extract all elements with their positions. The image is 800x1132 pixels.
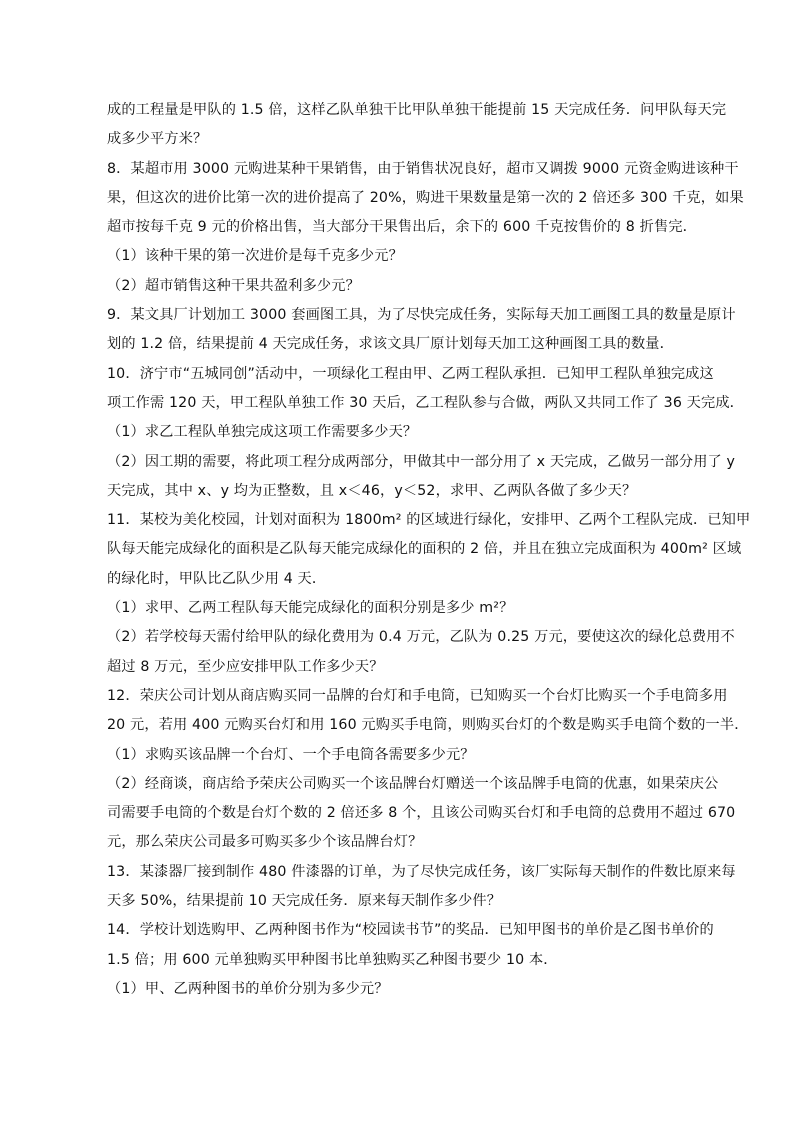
problem-12-line: 12．荣庆公司计划从商店购买同一品牌的台灯和手电筒，已知购买一个台灯比购买一个手电筒多用 <box>107 687 728 704</box>
sub-question: （2）因工期的需要，将此项工程分成两部分，甲做其中一部分用了 x 天完成，乙做另一部分用了 y <box>107 453 736 470</box>
text-line: 天完成，其中 x、y 均为正整数，且 x＜46，y＜52，求甲、乙两队各做了多少天？ <box>107 482 637 499</box>
sub-question: （2）经商谈，商店给予荣庆公司购买一个该品牌台灯赠送一个该品牌手电筒的优惠，如果荣庆公 <box>107 775 719 792</box>
text-line: 果，但这次的进价比第一次的进价提高了 20%，购进干果数量是第一次的 2 倍还多 300 千克，如果 <box>107 189 744 206</box>
text-line: 超市按每千克 9 元的价格出售，当大部分干果售出后，余下的 600 千克按售价的 8 折售完． <box>107 219 697 236</box>
problem-11-line: 11．某校为美化校园，计划对面积为 1800m² 的区域进行绿化，安排甲、乙两个工程队完成．已知甲 <box>107 512 751 529</box>
problem-9-line: 9．某文具厂计划加工 3000 套画图工具，为了尽快完成任务，实际每天加工画图工具的数量是原计 <box>107 307 736 324</box>
text-line: 20 元，若用 400 元购买台灯和用 160 元购买手电筒，则购买台灯的个数是购买手电筒个数的一半． <box>107 717 749 734</box>
text-line: 天多 50%，结果提前 10 天完成任务．原来每天制作多少件？ <box>107 893 502 910</box>
sub-question: （2）若学校每天需付给甲队的绿化费用为 0.4 万元，乙队为 0.25 万元，要使这次的绿化总费用不 <box>107 629 735 646</box>
text-line: 划的 1.2 倍，结果提前 4 天完成任务，求该文具厂原计划每天加工这种画图工具的数量． <box>107 336 674 353</box>
text-line: 成多少平方米？ <box>107 131 208 148</box>
problem-14-line: 14．学校计划选购甲、乙两种图书作为“校园读书节”的奖品．已知甲图书的单价是乙图书单价的 <box>107 922 714 939</box>
text-line: 元，那么荣庆公司最多可购买多少个该品牌台灯？ <box>107 834 423 851</box>
sub-question: （1）甲、乙两种图书的单价分别为多少元？ <box>107 980 389 997</box>
text-line: 1.5 倍；用 600 元单独购买甲种图书比单独购买乙种图书要少 10 本． <box>107 951 558 968</box>
text-line: 的绿化时，甲队比乙队少用 4 天． <box>107 570 327 587</box>
problem-13-line: 13．某漆器厂接到制作 480 件漆器的订单，为了尽快完成任务，该厂实际每天制作的件数比原来每 <box>107 863 736 880</box>
sub-question: （1）求乙工程队单独完成这项工作需要多少天？ <box>107 424 418 441</box>
text-line: 队每天能完成绿化的面积是乙队每天能完成绿化的面积的 2 倍，并且在独立完成面积为 400m² 区域 <box>107 541 742 558</box>
text-line: 项工作需 120 天，甲工程队单独工作 30 天后，乙工程队参与合做，两队又共同工作了 36 天完成． <box>107 394 745 411</box>
problem-8-line: 8．某超市用 3000 元购进某种干果销售，由于销售状况良好，超市又调拨 9000 元资金购进该种干 <box>107 160 739 177</box>
sub-question: （1）该种干果的第一次进价是每千克多少元？ <box>107 248 403 265</box>
sub-question: （2）超市销售这种干果共盈利多少元？ <box>107 277 360 294</box>
text-line: 超过 8 万元，至少应安排甲队工作多少天？ <box>107 658 384 675</box>
sub-question: （1）求甲、乙两工程队每天能完成绿化的面积分别是多少 m²？ <box>107 600 514 617</box>
problem-text <box>107 96 751 1004</box>
text-line: 司需要手电筒的个数是台灯个数的 2 倍还多 8 个，且该公司购买台灯和手电筒的总费用不超过 670 <box>107 805 736 822</box>
sub-question: （1）求购买该品牌一个台灯、一个手电筒各需要多少元？ <box>107 746 475 763</box>
problem-10-line: 10．济宁市“五城同创”活动中，一项绿化工程由甲、乙两工程队承担．已知甲工程队单独完成这 <box>107 365 714 382</box>
text-line: 成的工程量是甲队的 1.5 倍，这样乙队单独干比甲队单独干能提前 15 天完成任务．问甲队每天完 <box>107 102 727 118</box>
